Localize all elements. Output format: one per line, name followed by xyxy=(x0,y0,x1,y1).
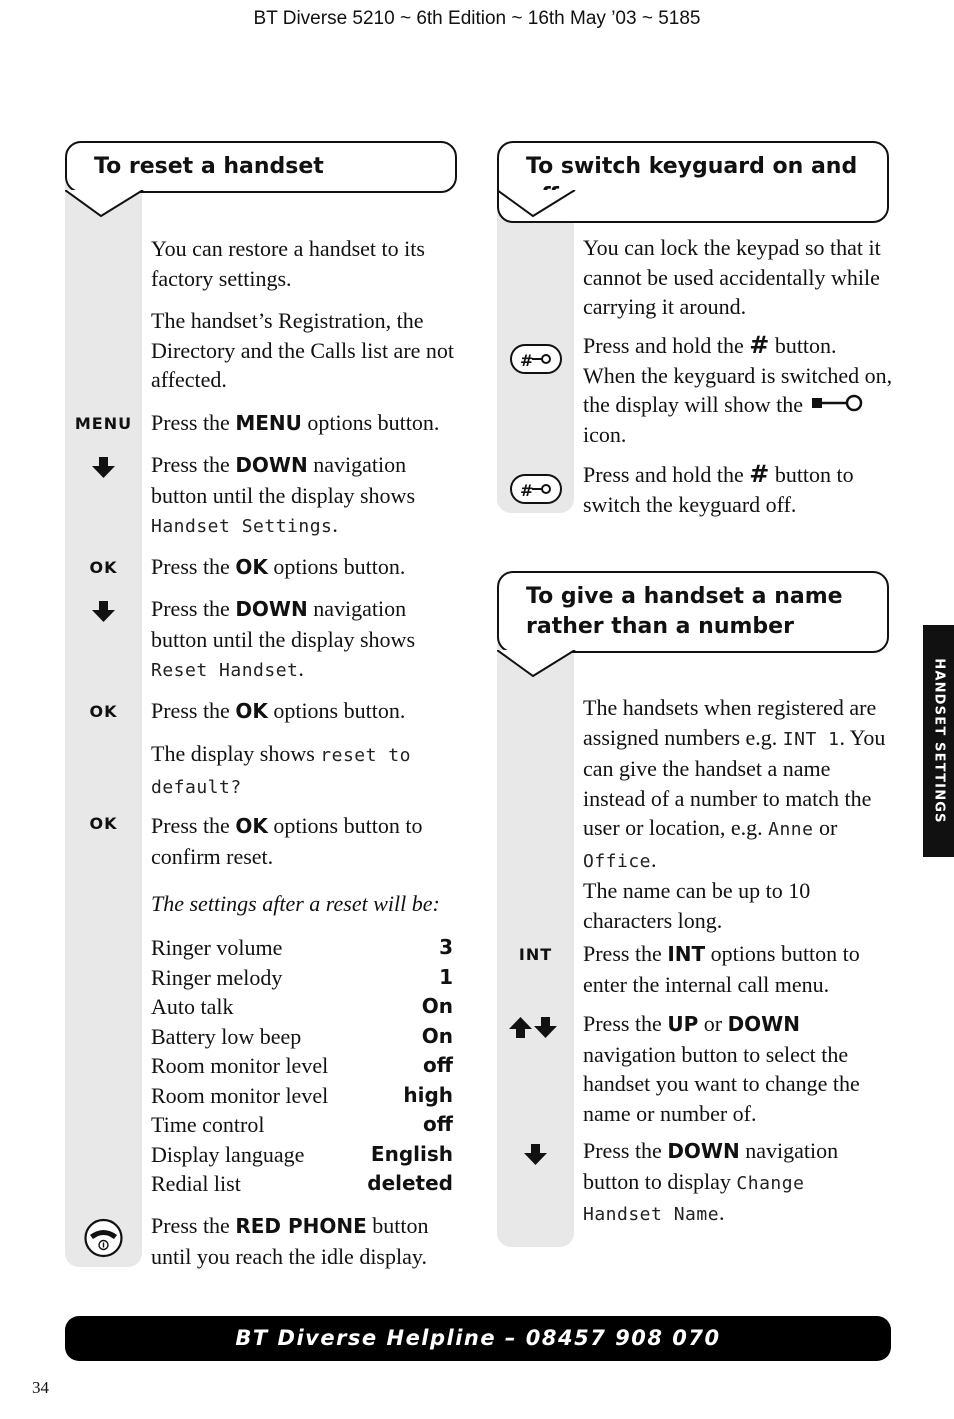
down-arrow-icon xyxy=(65,455,142,481)
text: navigation button to display xyxy=(583,1138,839,1194)
ok-button-label: OK xyxy=(89,702,118,721)
page-header: BT Diverse 5210 ~ 6th Edition ~ 16th May ’03 ~ 5185 xyxy=(253,8,701,29)
key-name: OK xyxy=(235,814,268,838)
setting-label: Auto talk xyxy=(151,994,234,1019)
keyguard-step-on xyxy=(583,331,893,449)
settings-row xyxy=(151,963,453,993)
reset-step-ok-3 xyxy=(151,811,461,871)
ok-button-label: OK xyxy=(89,558,118,577)
heading-pointer xyxy=(497,650,577,680)
display-text: INT 1 xyxy=(782,728,840,750)
text: options button to enter the internal call menu. xyxy=(583,941,860,997)
text: Press the xyxy=(151,813,236,838)
setting-value: 1 xyxy=(439,964,453,989)
setting-label: Time control xyxy=(151,1112,265,1137)
ok-button-label: OK xyxy=(89,814,118,833)
text: . xyxy=(651,846,657,872)
heading-line: To give a handset a name xyxy=(526,584,843,609)
key-name: UP xyxy=(667,1012,699,1036)
key-name: OK xyxy=(235,555,268,579)
hash-symbol: # xyxy=(749,331,770,359)
text: Press the xyxy=(151,452,236,477)
svg-text:#: # xyxy=(520,351,535,370)
settings-intro: The settings after a reset will be: xyxy=(151,891,440,916)
reset-icon-rail xyxy=(65,181,142,1267)
display-text: reset to default? xyxy=(151,745,411,798)
key-name: DOWN xyxy=(667,1139,740,1163)
reset-intro-2: The handset’s Registration, the Directory and the Calls list are not affected. xyxy=(151,308,455,392)
text: button. When the keyguard is switched on, the display will show the xyxy=(583,333,893,417)
key-name: DOWN xyxy=(235,453,308,477)
key-name: OK xyxy=(235,699,268,723)
heading-line: rather than a number xyxy=(526,614,794,639)
text: options button. xyxy=(267,554,406,579)
reset-display-shows xyxy=(151,739,461,802)
reset-step-menu xyxy=(151,408,461,439)
name-length-note: The name can be up to 10 characters long. xyxy=(583,878,811,933)
text: . xyxy=(719,1200,725,1225)
reset-heading: To reset a handset xyxy=(65,141,457,193)
text: . You can give the handset a name instead of a number to match the user or location, e.g. xyxy=(583,724,886,840)
helpline-footer: BT Diverse Helpline – 08457 908 070 xyxy=(65,1316,891,1361)
down-arrow-icon xyxy=(65,599,142,625)
settings-row xyxy=(151,1022,453,1052)
text: Press the xyxy=(583,1011,668,1036)
text: navigation button until the display shows xyxy=(151,452,415,508)
key-name: MENU xyxy=(235,411,302,435)
heading-pointer xyxy=(497,190,577,220)
text: button until you reach the idle display. xyxy=(151,1213,429,1269)
settings-row xyxy=(151,1051,453,1081)
setting-label: Ringer melody xyxy=(151,964,283,990)
setting-label: Ringer volume xyxy=(151,935,283,960)
settings-row xyxy=(151,1169,453,1199)
setting-label: Room monitor level xyxy=(151,1082,329,1108)
text: The display shows xyxy=(151,741,321,766)
text: Press the xyxy=(151,698,236,723)
page-number: 34 xyxy=(32,1378,49,1397)
reset-step-red-phone xyxy=(151,1211,461,1271)
text: button to switch the keyguard off. xyxy=(583,462,854,517)
section-side-tab xyxy=(923,625,954,857)
setting-value: 3 xyxy=(439,935,453,959)
name-step-up-down xyxy=(583,1009,893,1128)
display-text: Handset Settings xyxy=(151,516,333,537)
key-name: RED PHONE xyxy=(235,1214,367,1238)
text: navigation button until the display shows xyxy=(151,596,415,652)
reset-step-ok-2 xyxy=(151,696,461,727)
display-text: Anne xyxy=(768,819,814,840)
settings-row xyxy=(151,992,453,1022)
settings-row xyxy=(151,933,453,963)
side-tab-label: HANDSET SETTINGS xyxy=(931,658,946,824)
text: Press the xyxy=(583,1138,668,1163)
svg-text:#: # xyxy=(520,481,535,500)
setting-value: English xyxy=(370,1141,453,1166)
key-name: DOWN xyxy=(727,1012,800,1036)
text: Press the xyxy=(151,1213,236,1238)
text: options button to confirm reset. xyxy=(151,813,423,869)
int-button-label: INT xyxy=(518,945,553,964)
settings-row xyxy=(151,1110,453,1140)
settings-row xyxy=(151,1140,453,1170)
red-phone-icon xyxy=(65,1218,142,1258)
keyguard-hash-key-icon xyxy=(497,473,574,505)
name-heading xyxy=(497,571,889,653)
display-text: Office xyxy=(583,850,652,872)
display-text: Change Handset Name xyxy=(583,1172,805,1225)
setting-value: off xyxy=(423,1112,453,1136)
text: Press the xyxy=(151,410,236,435)
text: options button. xyxy=(301,410,440,435)
settings-row xyxy=(151,1081,453,1111)
text: Press and hold the xyxy=(583,333,750,358)
setting-value: off xyxy=(423,1053,453,1077)
down-arrow-icon xyxy=(497,1142,574,1168)
setting-label: Redial list xyxy=(151,1171,241,1196)
reset-step-ok-1 xyxy=(151,552,461,583)
setting-label: Battery low beep xyxy=(151,1023,302,1049)
text: or xyxy=(813,815,838,840)
setting-value: On xyxy=(421,994,453,1018)
name-step-int xyxy=(583,939,893,999)
display-text: Reset Handset xyxy=(151,660,299,681)
key-name: DOWN xyxy=(235,597,308,621)
text: options button. xyxy=(267,698,406,723)
key-icon xyxy=(808,394,866,414)
text: navigation button to select the handset you want to change the name or number of. xyxy=(583,1041,860,1126)
setting-label: Display language xyxy=(151,1141,305,1167)
text: The handsets when registered are assigned numbers e.g. xyxy=(583,695,877,750)
reset-step-down-2 xyxy=(151,594,461,686)
reset-intro-1: You can restore a handset to its factory settings. xyxy=(151,236,425,291)
text: icon. xyxy=(583,421,627,447)
text: Press the xyxy=(151,596,236,621)
setting-value: On xyxy=(421,1023,453,1048)
text: . xyxy=(332,512,338,537)
setting-value: deleted xyxy=(367,1171,453,1195)
up-down-arrows-icon xyxy=(497,1015,574,1041)
heading-pointer xyxy=(65,190,145,220)
text: Press and hold the xyxy=(583,462,750,487)
reset-step-down-1 xyxy=(151,450,461,542)
text: . xyxy=(298,656,304,681)
keyguard-heading: To switch keyguard on and xyxy=(497,141,889,223)
menu-button-label: MENU xyxy=(74,414,133,433)
key-name: INT xyxy=(667,942,706,966)
keyguard-intro: You can lock the keypad so that it cannot be used accidentally while carrying it around. xyxy=(583,235,881,319)
hash-symbol: # xyxy=(749,460,770,488)
text: Press the xyxy=(151,554,236,579)
text: Press the xyxy=(583,941,668,966)
name-intro xyxy=(583,693,893,935)
settings-list xyxy=(151,933,453,1199)
name-step-down xyxy=(583,1136,893,1230)
keyguard-step-off xyxy=(583,460,893,519)
setting-label: Room monitor level xyxy=(151,1053,329,1078)
setting-value: high xyxy=(403,1082,453,1107)
text: or xyxy=(698,1011,728,1036)
keyguard-hash-key-icon xyxy=(497,343,574,375)
